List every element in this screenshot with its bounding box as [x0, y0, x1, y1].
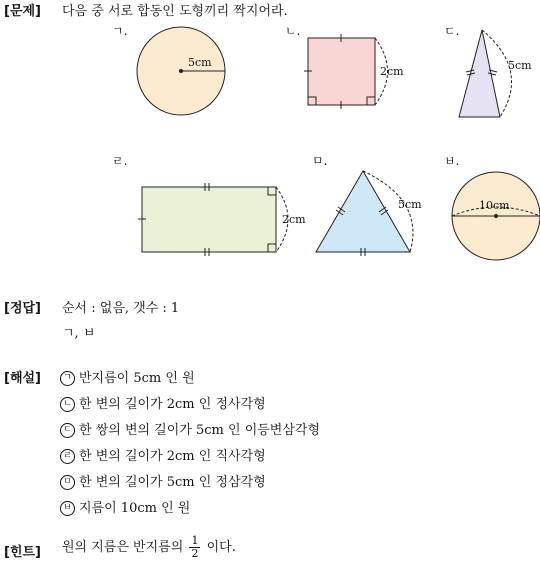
- item-text: 한 쌍의 변의 길이가 5cm 인 이등변삼각형: [79, 423, 321, 438]
- explanation-item-1: [60, 367, 195, 386]
- problem-tag: [문제]: [4, 4, 41, 19]
- shape-label-1: ㄱ.: [112, 24, 128, 38]
- equilateral-side-label: 5cm: [398, 198, 422, 211]
- isosceles-figure: [459, 30, 532, 117]
- item-mark: ㅁ: [60, 475, 75, 490]
- item-mark: ㄹ: [60, 449, 75, 464]
- problem-text: 다음 중 서로 합동인 도형끼리 짝지어라.: [62, 4, 288, 19]
- answer-line-1: 순서 : 없음, 갯수 : 1: [62, 301, 180, 316]
- circle-diameter-label: 10cm: [479, 199, 510, 212]
- rectangle: [142, 187, 276, 252]
- answer-tag: [정답]: [4, 301, 41, 316]
- item-text: 한 변의 길이가 5cm 인 정삼각형: [79, 475, 266, 490]
- hint-fraction: [189, 535, 200, 560]
- circle-diameter-figure: [452, 172, 540, 260]
- item-text: 한 변의 길이가 2cm 인 정사각형: [79, 397, 266, 412]
- item-mark: ㄱ: [60, 371, 75, 386]
- item-text: 지름이 10cm 인 원: [79, 501, 191, 516]
- explanation-item-4: [60, 445, 266, 464]
- shape-label-4: ㄹ.: [112, 154, 128, 168]
- explanation-item-6: [60, 497, 190, 516]
- hint-text-before: 원의 지름은 반지름의: [62, 540, 184, 555]
- answer-line-2: ㄱ, ㅂ: [62, 326, 96, 341]
- item-text: 한 변의 길이가 2cm 인 직사각형: [79, 449, 266, 464]
- figures: [0, 0, 540, 270]
- hint-line: [62, 535, 236, 560]
- shape-label-2: ㄴ.: [285, 24, 301, 38]
- square-figure: [304, 34, 404, 109]
- equilateral-triangle: [316, 171, 410, 252]
- item-mark: ㅂ: [60, 501, 75, 516]
- shape-label-5: ㅁ.: [312, 154, 328, 168]
- circle-radius-figure: [137, 27, 225, 115]
- hint-tag: [힌트]: [4, 545, 41, 560]
- equilateral-figure: [316, 171, 422, 256]
- explanation-tag: [해설]: [4, 371, 41, 386]
- fraction-denominator: 2: [191, 547, 199, 560]
- rectangle-side-label: 2cm: [282, 213, 306, 226]
- shape-label-6: ㅂ.: [444, 154, 460, 168]
- explanation-item-3: [60, 419, 320, 438]
- shape-label-3: ㄷ.: [444, 24, 460, 38]
- explanation-item-2: [60, 393, 266, 412]
- isosceles-triangle: [459, 30, 500, 117]
- item-mark: ㄷ: [60, 423, 75, 438]
- square-side-label: 2cm: [380, 65, 404, 78]
- item-text: 반지름이 5cm 인 원: [79, 371, 195, 386]
- isosceles-side-label: 5cm: [508, 59, 532, 72]
- rectangle-figure: [138, 183, 306, 256]
- item-mark: ㄴ: [60, 397, 75, 412]
- circle-radius-label: 5cm: [188, 56, 212, 69]
- square: [308, 38, 375, 105]
- fraction-numerator: 1: [191, 534, 199, 547]
- explanation-item-5: [60, 471, 266, 490]
- hint-text-after: 이다.: [206, 540, 236, 555]
